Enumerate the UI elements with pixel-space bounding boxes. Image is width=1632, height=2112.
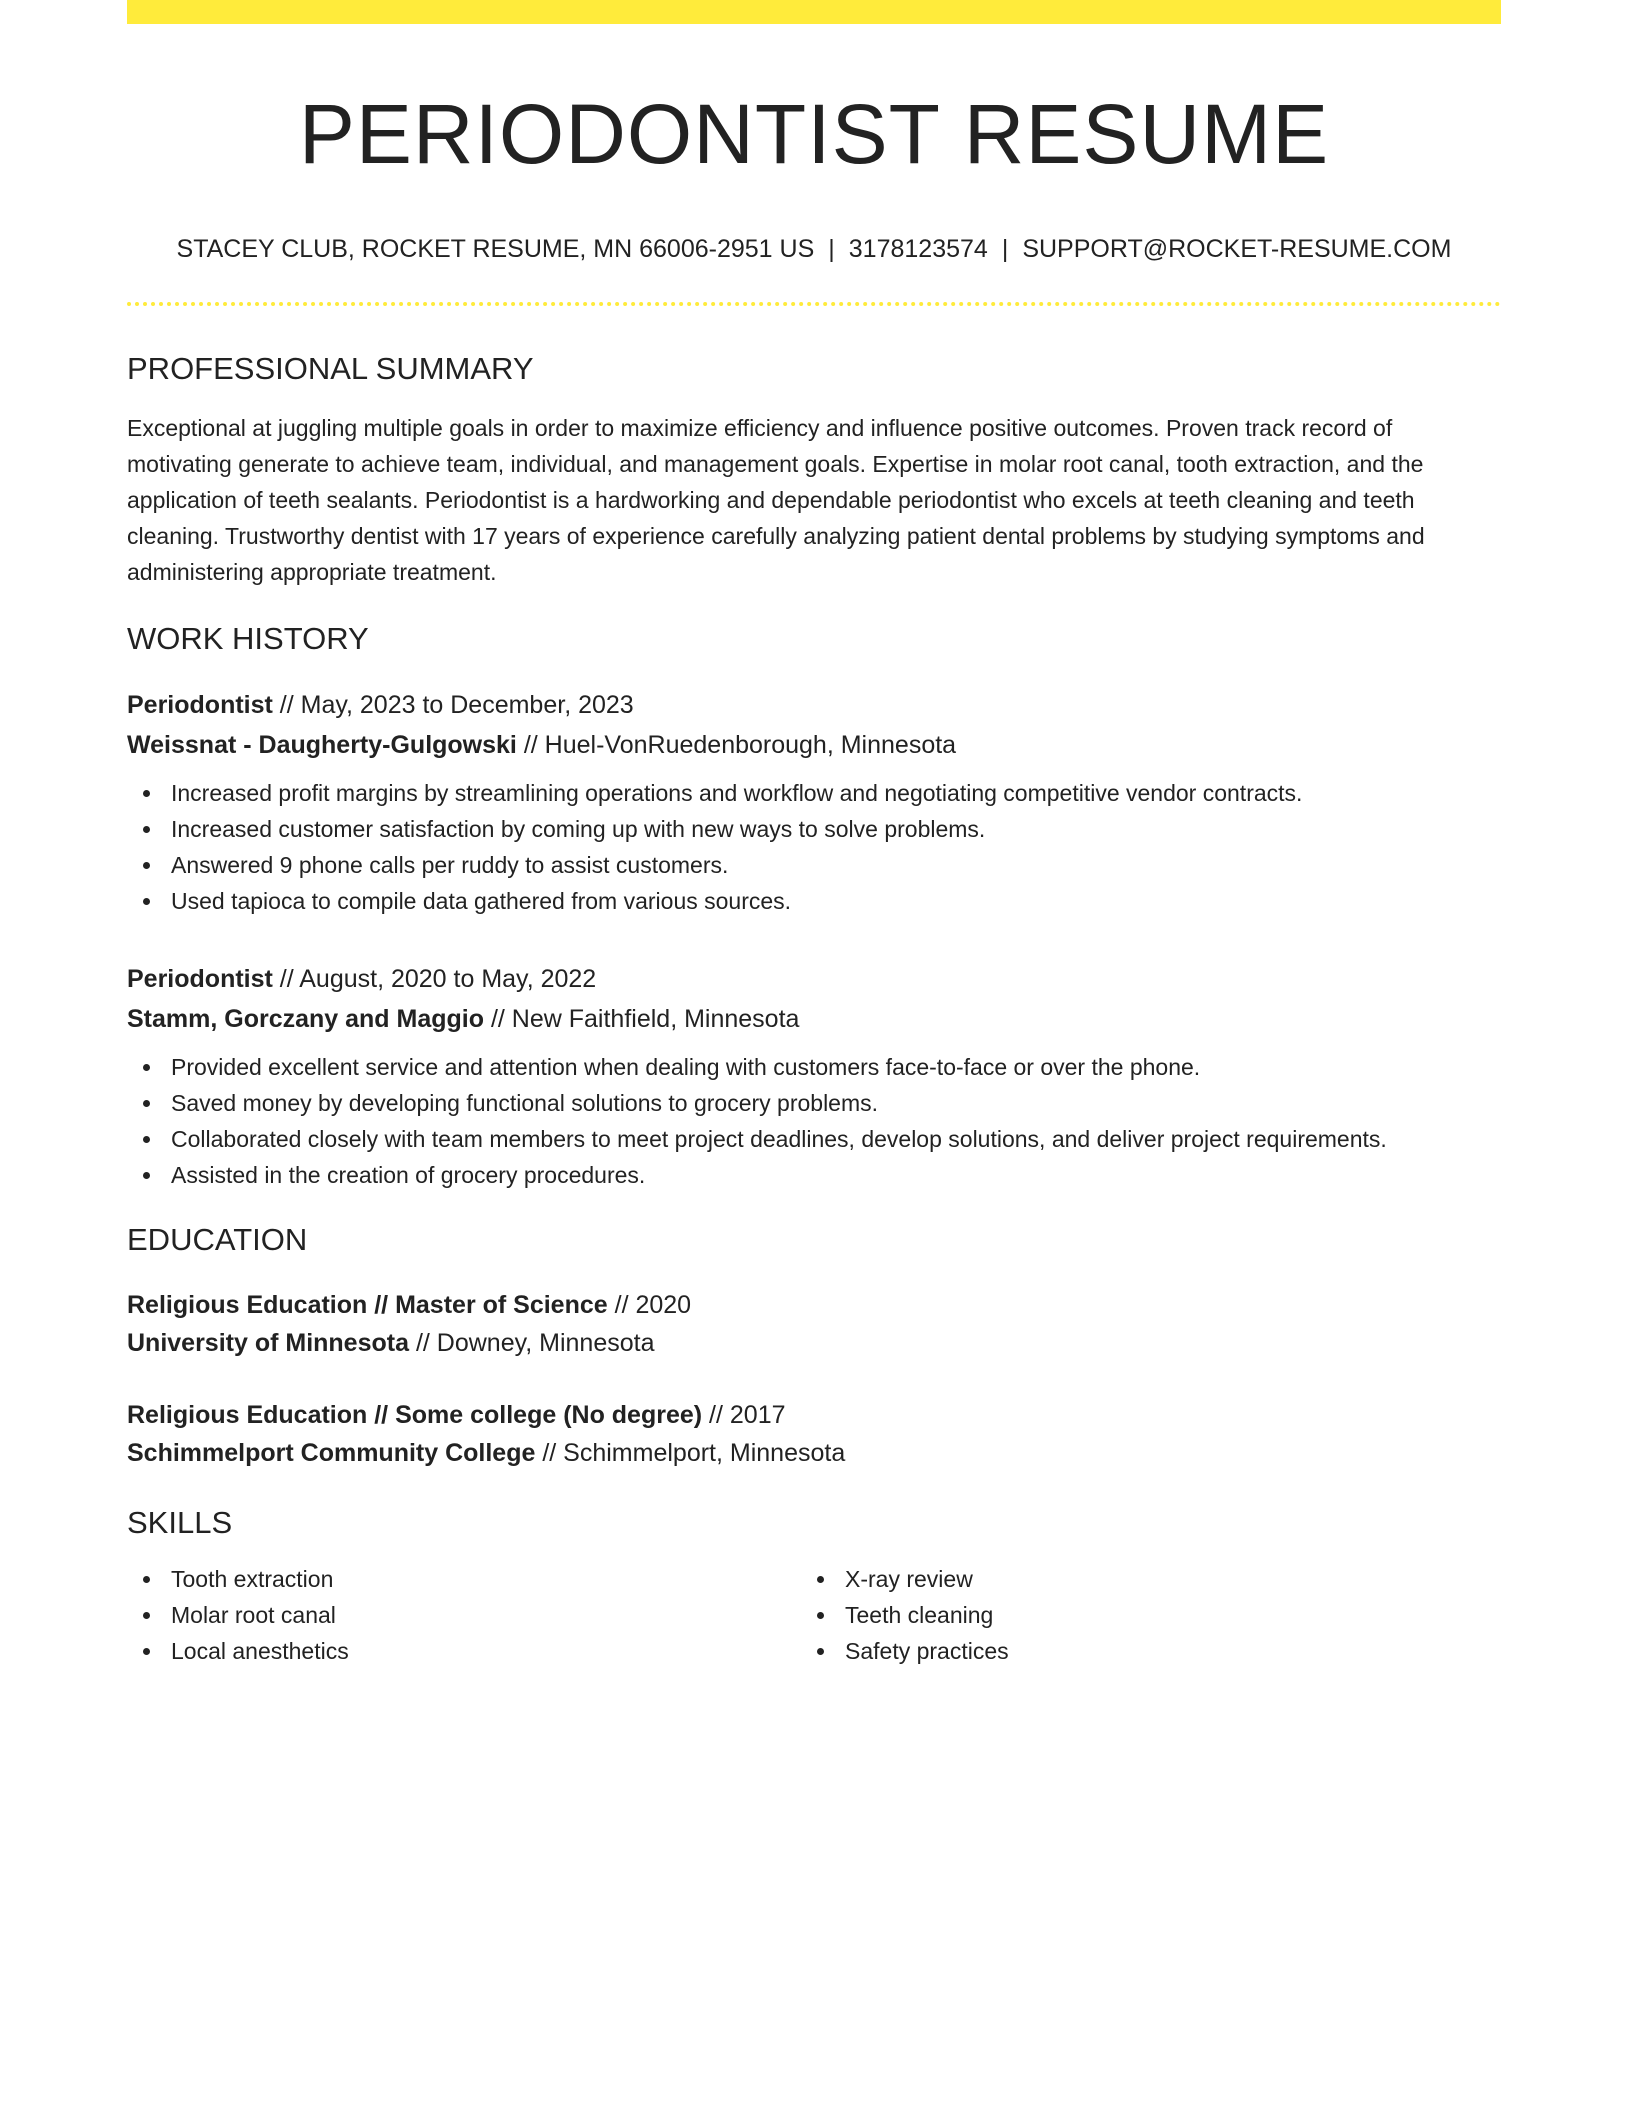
top-accent-bar: [127, 0, 1501, 24]
contact-separator: |: [1001, 235, 1009, 264]
job-company: Stamm, Gorczany and Maggio: [127, 1004, 485, 1033]
dotted-divider: [127, 302, 1501, 306]
skills-heading: SKILLS: [127, 1504, 233, 1540]
skills-column-right: [801, 1561, 1475, 1669]
job-bullet: Provided excellent service and attention when dealing with customers face-to-face or over the phone.: [127, 1049, 1501, 1085]
skill-item: Teeth cleaning: [801, 1597, 1475, 1633]
job-company-line: [127, 999, 1501, 1039]
skills-grid: [127, 1561, 1501, 1669]
job-bullets: [127, 1049, 1501, 1193]
job-bullet: Assisted in the creation of grocery procedures.: [127, 1157, 1501, 1193]
job-title: Periodontist: [127, 690, 273, 719]
contact-email: SUPPORT@ROCKET-RESUME.COM: [1022, 235, 1452, 264]
education-degree-line: [127, 1396, 1501, 1434]
job-bullet: Increased customer satisfaction by coming up with new ways to solve problems.: [127, 811, 1501, 847]
skill-item: Safety practices: [801, 1633, 1475, 1669]
education-entry: [127, 1396, 1501, 1472]
skills-list: [127, 1561, 801, 1669]
job-dates: // May, 2023 to December, 2023: [272, 690, 634, 719]
education-degree: Religious Education // Master of Science: [127, 1290, 608, 1319]
education-degree: Religious Education // Some college (No degree): [127, 1400, 703, 1429]
job-bullets: [127, 775, 1501, 919]
skills-list: [801, 1561, 1475, 1669]
page-title: PERIODONTIST RESUME: [298, 87, 1330, 181]
skill-item: Molar root canal: [127, 1597, 801, 1633]
job-bullet: Answered 9 phone calls per ruddy to assist customers.: [127, 847, 1501, 883]
resume-page: [127, 0, 1501, 1669]
summary-text: Exceptional at juggling multiple goals in order to maximize efficiency and influence positive outcomes. Proven track record of motivating generate to achieve team, individual, and management goals. Expertise in molar root canal, tooth extraction, and the application of teeth sealants. Periodontist is a hardworking and dependable periodontist who excels at teeth cleaning and teeth cleaning. Trustworthy dentist with 17 years of experience carefully analyzing patient dental problems by studying symptoms and administering appropriate treatment.: [127, 414, 1425, 585]
job-company: Weissnat - Daugherty-Gulgowski: [127, 730, 517, 759]
education-year: // 2017: [702, 1400, 786, 1429]
skill-item: Tooth extraction: [127, 1561, 801, 1597]
education-school: University of Minnesota: [127, 1328, 409, 1357]
education-heading: EDUCATION: [127, 1221, 308, 1257]
summary-heading: PROFESSIONAL SUMMARY: [127, 351, 534, 387]
job-entry: [127, 685, 1501, 919]
work-history-heading: WORK HISTORY: [127, 620, 369, 656]
education-year: // 2020: [607, 1290, 692, 1319]
job-location: // Huel-VonRuedenborough, Minnesota: [516, 730, 957, 759]
skills-column-left: [127, 1561, 801, 1669]
education-location: // Downey, Minnesota: [409, 1328, 655, 1357]
job-bullet: Saved money by developing functional solutions to grocery problems.: [127, 1085, 1501, 1121]
education-location: // Schimmelport, Minnesota: [535, 1438, 846, 1467]
job-entry: [127, 959, 1501, 1193]
job-title-line: [127, 959, 1501, 999]
education-school: Schimmelport Community College: [127, 1438, 536, 1467]
education-school-line: [127, 1324, 1501, 1362]
job-dates: // August, 2020 to May, 2022: [272, 964, 597, 993]
education-degree-line: [127, 1286, 1501, 1324]
contact-phone: 3178123574: [848, 235, 988, 264]
job-title: Periodontist: [127, 964, 273, 993]
job-company-line: [127, 725, 1501, 765]
job-location: // New Faithfield, Minnesota: [484, 1004, 800, 1033]
job-bullet: Collaborated closely with team members to meet project deadlines, develop solutions, and deliver project requirements.: [127, 1121, 1501, 1157]
skill-item: Local anesthetics: [127, 1633, 801, 1669]
contact-separator: |: [828, 235, 835, 264]
skill-item: X-ray review: [801, 1561, 1475, 1597]
education-entry: [127, 1286, 1501, 1362]
job-bullet: Increased profit margins by streamlining operations and workflow and negotiating competitive vendor contracts.: [127, 775, 1501, 811]
job-title-line: [127, 685, 1501, 725]
job-bullet: Used tapioca to compile data gathered from various sources.: [127, 883, 1501, 919]
contact-address: STACEY CLUB, ROCKET RESUME, MN 66006-2951 US: [176, 235, 815, 264]
education-school-line: [127, 1434, 1501, 1472]
contact-line: [127, 234, 1501, 264]
